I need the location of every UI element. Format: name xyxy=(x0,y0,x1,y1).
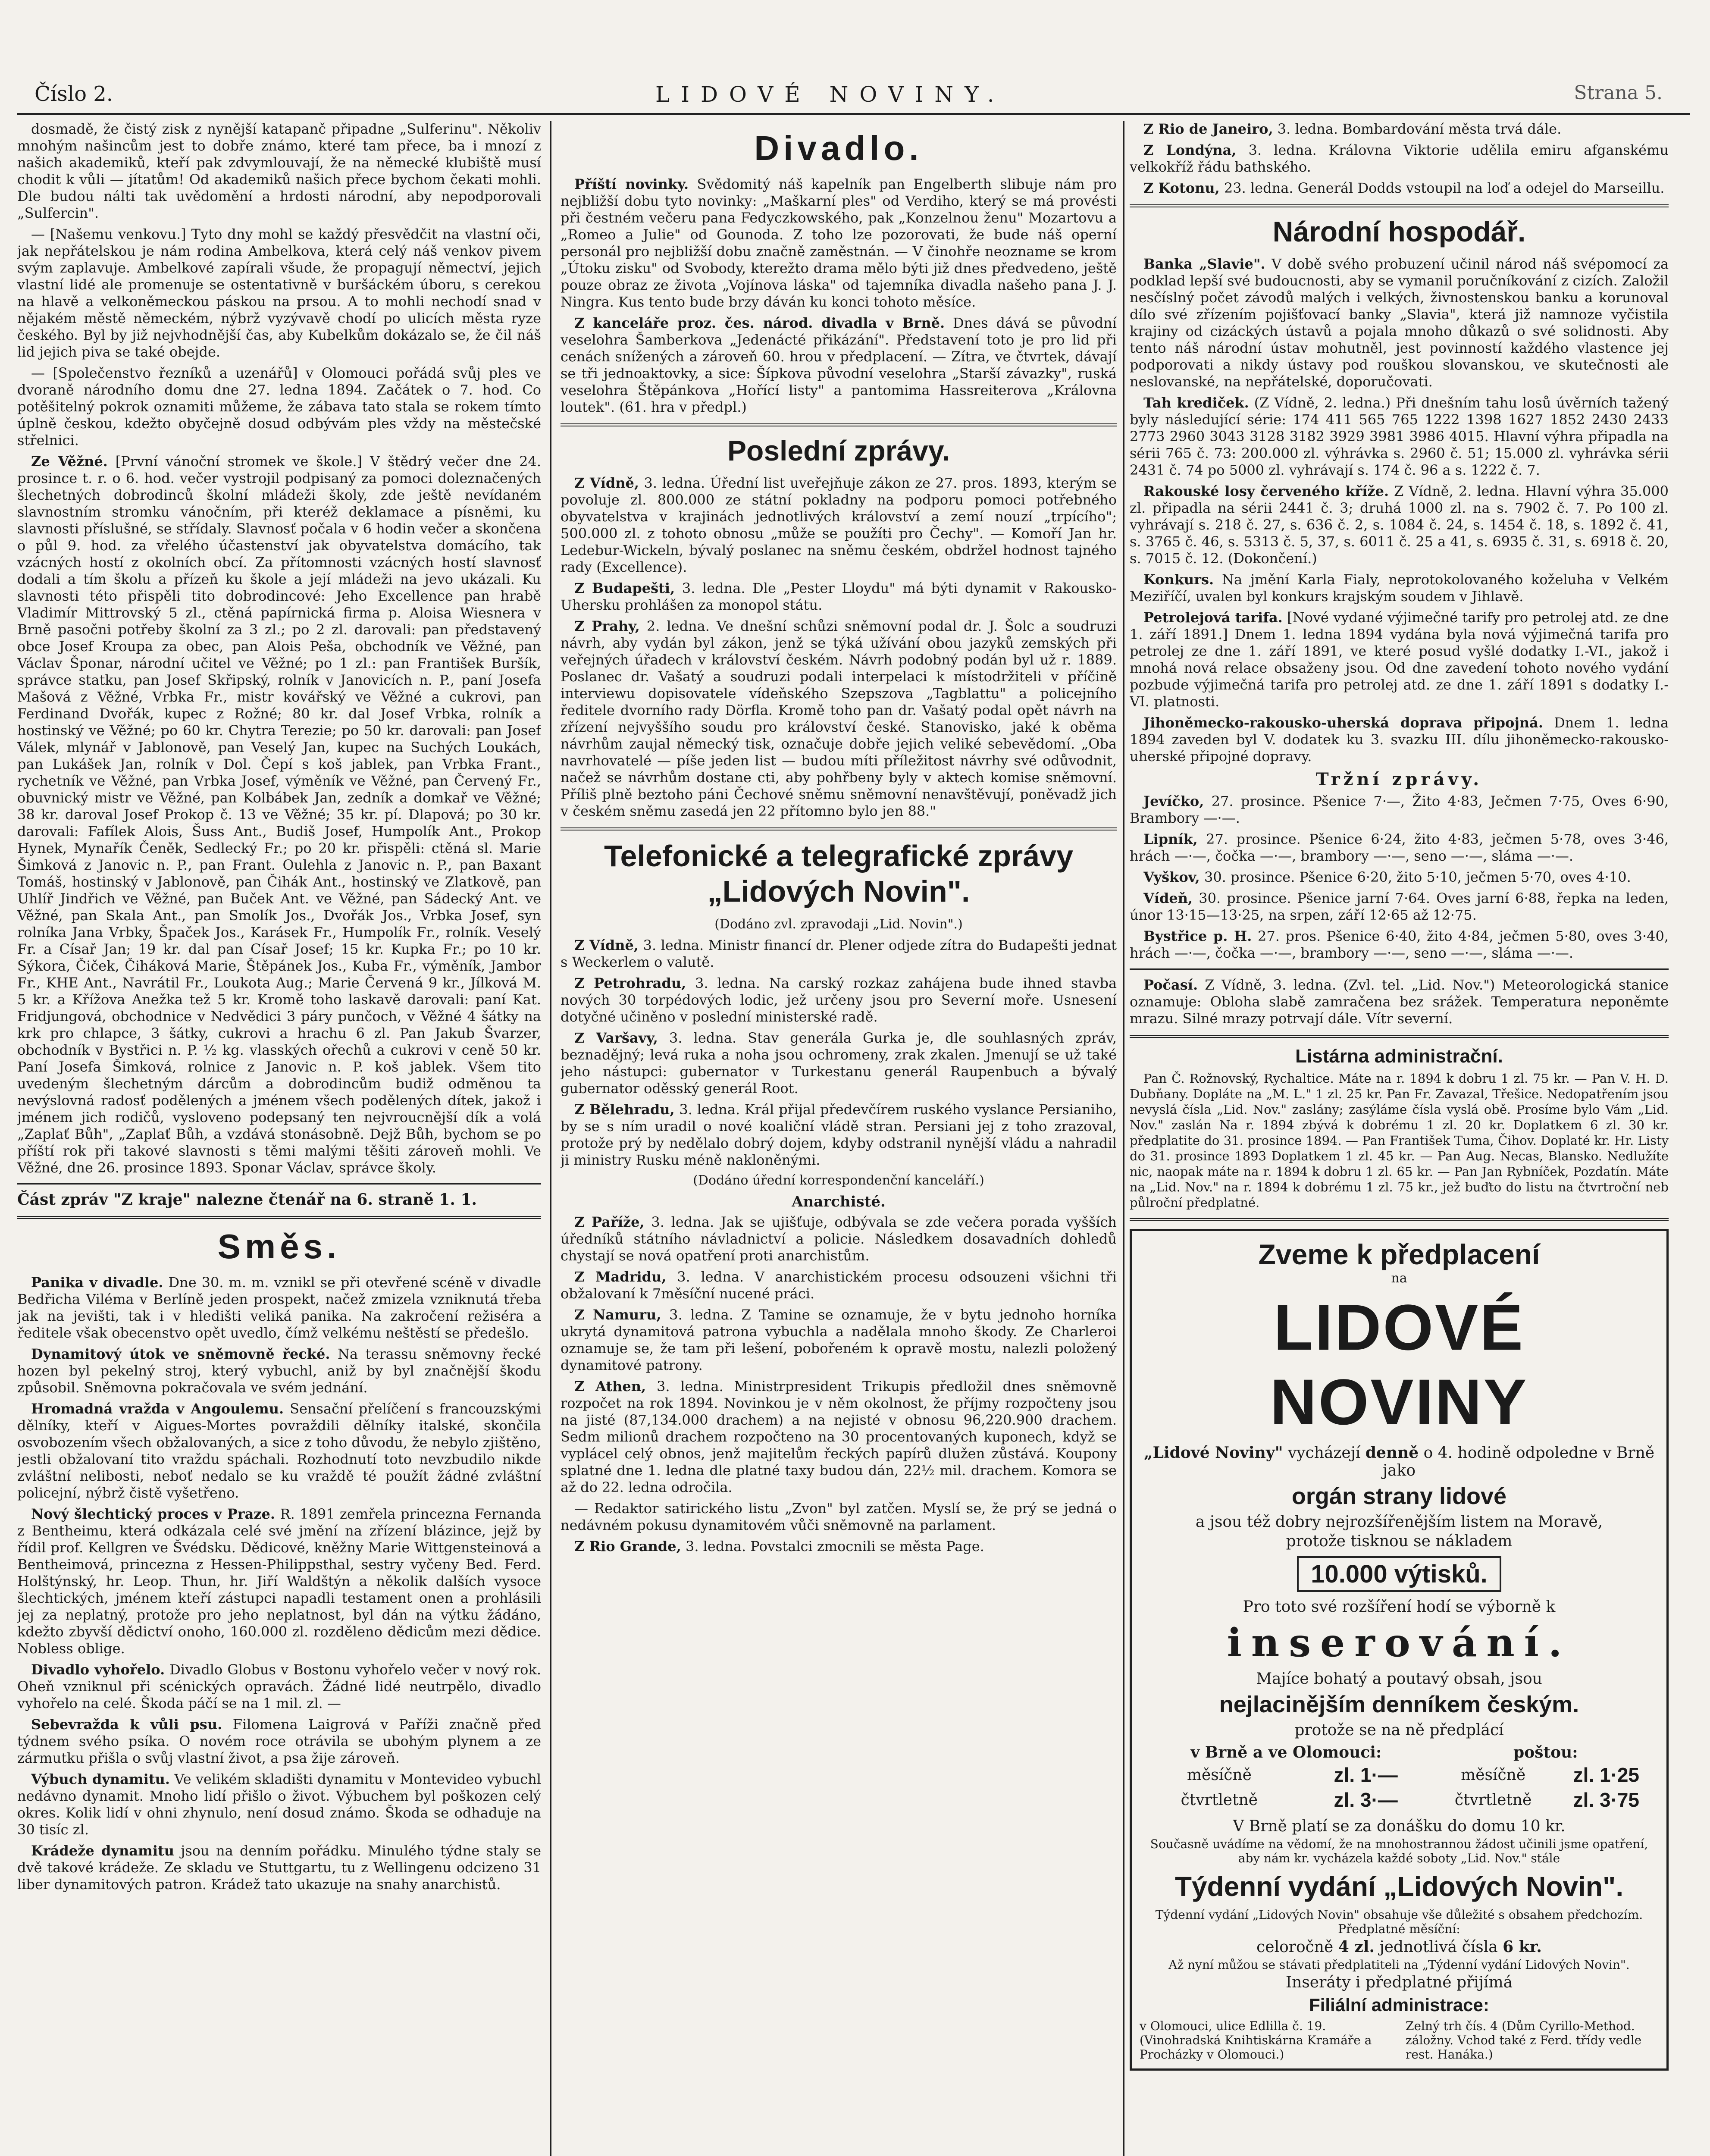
subscription-advertisement xyxy=(1130,1229,1669,2071)
ad-line-9: Týdenní vydání „Lidových Novin" obsahuje vše důležité s obsahem předchozím. Předplatné měsíční: xyxy=(1155,1908,1643,1936)
article-heading: Z Varšavy, xyxy=(574,1030,658,1046)
market-item xyxy=(1130,869,1669,886)
article-sulferin: dosmadě, že čistý zisk z nynější katapanč připadne „Sulferinu". Několiv mnohým našincům jest to dobře známo, které tam přece, ba i mnozí z našich akademiků, kteří pak zdvymlouvají, že na německé klubiště musí chodit k vůli — jítatům! Od akademiků našich přece bychom čekati mohli. Dle budou nálti tak uvědomění a hrdosti národní, aby nepodporovali „Sulfercin". xyxy=(17,121,541,221)
ad-title: Zveme k předplacení xyxy=(1258,1238,1540,1270)
anarch-list xyxy=(561,1214,1117,1555)
article-text: [Nové vydané výjimečné tarify pro petrolej atd. ze dne 1. září 1891.] Dnem 1. ledna 1894 vydána byla nová výjimečná tarifa pro petrolej ze dne 1. září 1891, ve které posud vyšlé dodatky I.-VI., jakož i mnohá nová relace obsaženy jsou. Od dne zavedení tohoto nového vydání pozbude výjimečná tarifa pro petrolej atd. ze dne 1. září 1891 s dodatky I.-VI. platnosti. xyxy=(1130,609,1669,710)
article-heading: Jevíčko, xyxy=(1143,793,1204,809)
article-heading: Z kanceláře proz. čes. národ. divadla v Brně. xyxy=(574,315,945,331)
article-heading: Z Vídně, xyxy=(574,475,639,491)
ad-line-3: protože tisknou se nákladem xyxy=(1286,1532,1513,1550)
section-title-trzni: Tržní zprávy. xyxy=(1315,769,1483,790)
ad-line10a: celoročně xyxy=(1256,1938,1334,1956)
article-divadlo-kancelar xyxy=(561,315,1117,416)
smes-list xyxy=(17,1274,541,1893)
article-heading: Z Petrohradu, xyxy=(574,975,686,991)
article-heading: Z Namuru, xyxy=(574,1307,661,1323)
posledni-item xyxy=(561,618,1117,820)
article-heading: Konkurs. xyxy=(1143,571,1214,588)
section-title-telefonicke: Telefonické a telegrafické zprávy „Lidových Novin". xyxy=(604,839,1074,908)
divider xyxy=(17,1183,541,1185)
article-heading: Divadlo vyhořelo. xyxy=(31,1661,165,1678)
ad-price-table xyxy=(1140,1742,1659,1812)
article-nasemu-venkovu: — [Našemu venkovu.] Tyto dny mohl se každý přesvědčit na vlastní oči, jak nepřátelskou je nám rodina Ambelkova, která celý náš venkov pivem svým zaplavuje. Ambelkové zapírali všude, že propagují němectví, jejich vlastní lidé ale promenuje se ostentativně v buršáckém úboru, s cerekou na hlavě a velkoněmeckou páskou na prsou. A to mohli nechodí snad v nějakém městě německém, nýbrž vyzývavě chodí po ulicích města ryze českého. Byl by již nejvhodnější čas, aby Kubelkům dokázalo se, že čil náš lid jejich piva se také obejde. xyxy=(17,226,541,360)
section-title-divadlo: Divadlo. xyxy=(754,129,923,167)
section-note-2: (Dodáno úřední korrespondenční kanceláří.) xyxy=(693,1173,984,1188)
article-banka-slavie xyxy=(1130,256,1669,390)
price-value: zl. 1·— xyxy=(1334,1764,1398,1786)
telegram-item xyxy=(561,937,1117,971)
article-heading: Rakouské losy červeného kříže. xyxy=(1143,483,1389,499)
ad-line1a: „Lidové Noviny" xyxy=(1143,1444,1283,1462)
tele-list xyxy=(561,937,1117,1169)
article-heading: Lipník, xyxy=(1143,831,1198,847)
article-heading: Z Vídně, xyxy=(574,937,639,953)
ad-line-1 xyxy=(1140,1444,1659,1479)
article-text: 3. ledna. Povstalci zmocnili se města Page. xyxy=(685,1538,984,1554)
column-right xyxy=(1130,121,1669,2156)
smes-item xyxy=(17,1716,541,1767)
article-heading: Jihoněmecko-rakousko-uherská doprava připojná. xyxy=(1143,714,1544,731)
article-text: 30. prosince. Pšenice 6·20, žito 5·10, ječmen 5·70, oves 4·10. xyxy=(1204,869,1631,885)
article-text: (Z Vídně, 2. ledna.) Při dnešním tahu losů úvěrních tažený byly následující série: 174 411 565 765 1222 1398 1627 1852 2430 2433 2773 2960 3043 3128 3182 3929 3981 3986 4015. Hlavní výhra připadla na sérii 765 č. 73: 200.000 zl. výhrávka s. 2960 č. 51; 15.000 zl. vyhrávka sérii 2431 č. 74 po 5000 zl. vyhrávají s. 174 č. 96 a s. 1222 č. 7. xyxy=(1130,395,1669,478)
ad-weekly: Týdenní vydání „Lidových Novin". xyxy=(1174,1871,1624,1902)
telegram-item xyxy=(561,975,1117,1025)
telegram-item xyxy=(561,1030,1117,1097)
price-row xyxy=(1140,1762,1659,1787)
article-text: 3. ledna. Dle „Pester Lloydu" má býti dynamit v Rakousko-Uhersku prohlášen za monopol státu. xyxy=(561,580,1117,613)
ad-addresses xyxy=(1140,2019,1659,2062)
article-heading: Z Prahy, xyxy=(574,618,640,634)
anarchist-item xyxy=(561,1500,1117,1534)
anarchist-item xyxy=(561,1214,1117,1264)
article-text: 3. ledna. Ministr financí dr. Plener odjede zítra do Budapešti jednat s Weckerlem o valutě. xyxy=(561,937,1117,970)
column-middle xyxy=(561,121,1117,2156)
posledni-item xyxy=(561,580,1117,614)
article-heading: Z Madridu, xyxy=(574,1269,667,1285)
column-left xyxy=(17,121,541,2156)
anarchist-item xyxy=(561,1538,1117,1555)
article-heading: Bystřice p. H. xyxy=(1143,928,1252,944)
smes-item xyxy=(17,1346,541,1396)
article-heading: Vyškov, xyxy=(1143,869,1200,885)
article-text: Dnem 1. ledna 1894 zaveden byl V. dodatek ku 3. svazku III. dílu jihoněmecko-rakousko-uherské připojné dopravy. xyxy=(1130,714,1669,765)
price-row xyxy=(1140,1787,1659,1812)
ad-inserovani: inserování. xyxy=(1227,1620,1572,1666)
article-heading: Banka „Slavie". xyxy=(1143,256,1265,272)
market-item xyxy=(1130,831,1669,865)
article-heading: Z Bělehradu, xyxy=(574,1101,675,1118)
trzni-list xyxy=(1130,793,1669,962)
article-vezna xyxy=(17,453,541,1176)
page-header xyxy=(0,65,1710,116)
article-text: 3. ledna. Na carský rozkaz zahájena bude ihned stavba nových 30 torpédových lodic, jež určeny jsou pro Severní moře. Usnesení dotyčné učiněno v poslední ministerské radě. xyxy=(561,975,1117,1025)
article-heading: Dynamitový útok ve sněmovně řecké. xyxy=(31,1346,330,1362)
article-petrolej-tarifa xyxy=(1130,609,1669,710)
article-spolecenstvo: — [Společenstvo řezníků a uzenářů] v Olomouci pořádá svůj ples ve dvoraně národního domu dne 27. ledna 1894. Začátek o 7. hod. Co potěšitelný pokrok oznamiti můžeme, že zábava tato stala se rokem tímto úplně českou, kdežto obyčejně dosud odbývám ples vždy na městečské střelnici. xyxy=(17,365,541,448)
article-pocasi xyxy=(1130,977,1669,1027)
article-text: Filomena Laigrová v Paříži značně před týdnem svého psíka. O novém roce otrávila se ubohým plynem a ze zármutku přišla o svůj vlastní život, a psa žije zároveň. xyxy=(17,1716,541,1766)
telegram-item xyxy=(1130,121,1669,138)
ad-brand: LIDOVÉ NOVINY xyxy=(1270,1291,1528,1438)
ad-line10d: 6 kr. xyxy=(1503,1938,1542,1956)
price-label: měsíčně xyxy=(1461,1766,1526,1784)
article-heading: Z Paříže, xyxy=(574,1214,645,1230)
article-tah-krediek xyxy=(1130,395,1669,479)
telegram-item xyxy=(1130,180,1669,197)
article-listarna: Pan Č. Rožnovský, Rychaltice. Máte na r. 1894 k dobru 1 zl. 75 kr. — Pan V. H. D. Dubňany. Dopláte na „M. L." 1 zl. 25 kr. Pan Fr. Zavazal, Třešice. Nedopatřením jsou nevyslá čísla „Lid. Nov." zaslány; zasýláme čísla vyslá obě. Prosíme bylo Vám „Lid. Nov." zaslán Na r. 1894 zbývá k dobrému 1 zl. 20 kr. Doplatkem 6 zl. 30 kr. předplatite do 31. prosince 1894. — Pan František Tuma, Čihov. Doplaté kr. Hr. Listy do 31. prosince 1893 Doplatkem 1 zl. 45 kr. — Pan Aug. Necas, Blansko. Nedlužíte nic, naopak máte na r. 1894 k dobru 1 zl. 65 kr. — Pan Jan Rybníček, Pozdatín. Máte na „Lid. Nov." na r. 1894 k dobrému 1 zl. 75 kr., jež buďto do listu na čtvrtroční neb půlroční předplatné. xyxy=(1130,1071,1669,1210)
ad-organ: orgán strany lidové xyxy=(1291,1483,1507,1509)
ad-line1c: denně xyxy=(1365,1444,1419,1462)
divider xyxy=(1130,968,1669,970)
article-text: Divadlo Globus v Bostonu vyhořelo večer v nový rok. Oheň vzniknul při scénických opravách. Žádné lidé neutrpělo, divadlo vyhořelo na celé. Škoda páčí se na 1 mil. zl. — xyxy=(17,1661,541,1711)
article-text: 27. prosince. Pšenice 6·24, žito 4·83, ječmen 5·78, oves 3·46, hrách —·—, čočka —·—, brambory —·—, seno —·—, sláma —·—. xyxy=(1130,831,1669,864)
price-label: měsíčně xyxy=(1187,1766,1252,1784)
smes-item xyxy=(17,1661,541,1712)
section-title-posledni: Poslední zprávy. xyxy=(727,435,950,467)
section-title-narodni-hospodar: Národní hospodář. xyxy=(1272,216,1526,248)
article-text: 3. ledna. Královna Viktorie udělila emiru afganskému velkokříž řádu bathského. xyxy=(1130,142,1669,175)
smes-item xyxy=(17,1771,541,1838)
article-text: 27. pros. Pšenice 6·40, žito 4·84, ječmen 5·80, oves 3·40, hrách —·—, čočka —·—, brambory —·—, seno —·—, sláma —·—. xyxy=(1130,928,1669,961)
article-text: Svědomitý náš kapelník pan Engelberth slibuje nám pro nejbližší dobu tyto novinky: „Maškarní ples" od Verdiho, který se má provésti při čestném večeru pana Fedyczkowského, pak „Konzelnou ženu" Mozartovu a „Romeo a Julie" od Gounoda. Z toho lze pozorovati, že bude náš operní personál pro nejbližší dobu značně zaměstnán. — V činohře neozname se krom „Útoku zisku" od Svobody, kterežto drama mělo býti již dnes předvedeno, ještě pouze obraz ze života „Vojínova láska" od tajemníka divadla našeho pana J. J. Ningra. Kus tento bude brzy dáván ku konci tohoto měsíce. xyxy=(561,176,1117,310)
divider xyxy=(561,423,1117,426)
article-heading: Z Kotonu, xyxy=(1143,180,1220,196)
ad-copies: 10.000 výtisků. xyxy=(1297,1556,1501,1592)
article-text: 30. prosince. Pšenice jarní 7·64. Oves jarní 6·88, řepka na leden, únor 13·15—13·25, na srpen, září 12·65 až 12·75. xyxy=(1130,890,1669,923)
article-text: — Redaktor satirického listu „Zvon" byl zatčen. Myslí se, že prý se jedná o nedávném pokusu dynamitovém vůči sněmovně na parlament. xyxy=(561,1500,1117,1533)
article-text: 3. ledna. V anarchistickém procesu odsouzeni všichni tři obžalovaní k 7měsíční nucené práci. xyxy=(561,1269,1117,1302)
article-text: Na terassu sněmovny řecké hozen byl pekelný stroj, který vybuchl, aniž by byl značnější škodu způsobil. Sněmovna pokračovala ve svém jednání. xyxy=(17,1346,541,1396)
article-rakouske-losy xyxy=(1130,483,1669,567)
article-heading: Panika v divadle. xyxy=(31,1274,163,1291)
section-title-anarchiste: Anarchisté. xyxy=(792,1193,886,1210)
article-text: 27. prosince. Pšenice 7·—, Žito 4·83, Ječmen 7·75, Oves 6·90, Brambory —·—. xyxy=(1130,793,1669,826)
article-text: Dnes dává se původní veselohra Šamberkova „Jedenácté přikázání". Představení toto je pro lid při cenách snížených a zároveň 60. hrou v předplacení. — Zítra, ve čtvrtek, dávají se tři jednoaktovky, a sice: Šípkova původní veselohra „Starší závazky", ruská veselohra Štěpánkova „Hořící listy" a pantomima Hassreiterova „Královna loutek". (61. hra v předpl.) xyxy=(561,315,1117,415)
article-text: 3. ledna. Ministrpresident Trikupis předložil dnes sněmovně rozpočet na rok 1894. Novinkou je v něm okolnost, že příjmy rozpočteny jsou na jisté (87,134.000 drachem) a na nejisté v obnosu 96,220.900 drachem. Sedm milionů drachem rozpočteno na 30 procentovaných kuponech, když se vyplácel celý obnos, jenž majitelům řeckých papírů dlužen zůstává. Koupony splatné dne 1. ledna dle platné taxy budou dán, 22½ mil. drachem. Komora se až do 22. ledna odročila. xyxy=(561,1378,1117,1495)
notice-z-kraje: Část zpráv "Z kraje" nalezne čtenář na 6. straně 1. 1. xyxy=(17,1191,477,1209)
article-heading: Příští novinky. xyxy=(574,176,689,192)
article-heading: Petrolejová tarifa. xyxy=(1143,609,1283,626)
ad-cheapest: nejlacinějším denníkem českým. xyxy=(1219,1692,1579,1717)
ad-address-right: Zelný trh čís. 4 (Dům Cyrillo-Method. záložny. Vchod také z Ferd. třídy vedle rest. Hanáka.) xyxy=(1406,2019,1642,2062)
section-title-listarna: Listárna administrační. xyxy=(1295,1046,1503,1067)
divider xyxy=(1130,1218,1669,1221)
posledni-item xyxy=(561,475,1117,576)
page-number: Strana 5. xyxy=(1574,82,1663,104)
article-text: R. 1891 zemřela princezna Fernanda z Bentheimu, která odkázala celé své jmění na zřízení blázince, jejž by řídil prof. Kellgren ve Švédsku. Dědicové, kněžny Marie Wittgensteinová a Bentheimová, princezna z Hessen-Philippsthal, sestry vyčeny Bed. Ferd. Holštýnský, hr. Leop. Thun, hr. Jiří Waldštýn a několik dalších vysoce šlechtických, jménem kteří zástupci napadli testament onen a prohlásili jej za neplatný, protože pro jeho neplatnost, byl dán na výtku žádáno, kdežto zbyvší dědictví onoho, 160.000 zl. rozděleno dědicům mezi dědice. Nobless oblige. xyxy=(17,1506,541,1657)
section-title-smes: Směs. xyxy=(217,1227,341,1266)
divider xyxy=(1130,204,1669,207)
ad-th-right: poštou: xyxy=(1513,1743,1578,1761)
article-heading: Z Rio de Janeiro, xyxy=(1143,121,1273,137)
article-text: Dne 30. m. m. vznikl se při otevřené scéně v divadle Bedřicha Viléma v Berlíně jeden prospekt, načež zmizela vzniknutá třeba jak na jevišti, tak i v hledišti veliká panika. Na zakročení režiséra a ředitele však obecenstvo opět uvedlo, čímž velkému neštěstí se předešlo. xyxy=(17,1274,541,1341)
ad-line-10 xyxy=(1140,1938,1659,1956)
market-item xyxy=(1130,928,1669,962)
article-heading: Počasí. xyxy=(1143,977,1198,993)
ad-line-8: Současně uvádíme na vědomí, že na mnohostrannou žádost učinili jsme opatření, aby nám kr. vycházela každé soboty „Lid. Nov." stále xyxy=(1150,1837,1648,1865)
ad-line-2: a jsou též dobry nejrozšířenějším listem na Moravě, xyxy=(1195,1513,1603,1531)
smes-item xyxy=(17,1274,541,1341)
header-rule xyxy=(17,113,1690,115)
article-text: Z Vídně, 2. ledna. Hlavní výhra 35.000 zl. připadla na sérii 2441 č. 3; druhá 1000 zl. na s. 7902 č. 7. Po 100 zl. vyhrávají s. 218 č. 27, s. 636 č. 2, s. 1084 č. 24, s. 1454 č. 18, s. 1892 č. 41, s. 3765 č. 46, s. 5313 č. 5, 37, s. 6011 č. 25 a 41, s. 6935 č. 31, s. 6918 č. 20, s. 7015 č. 12. (Dokončení.) xyxy=(1130,483,1669,567)
issue-number: Číslo 2. xyxy=(34,82,113,106)
ad-line10b: 4 zl. xyxy=(1338,1938,1375,1956)
article-text: 3. ledna. Jak se ujišťuje, odbývala se zde večera porada vyšších úředníků státního návladnictví a policie. Následkem dosavadních dohledů chystají se nová opatření proti anarchistům. xyxy=(561,1214,1117,1264)
price-value: zl. 3·— xyxy=(1334,1789,1398,1811)
article-doprava xyxy=(1130,714,1669,765)
article-text: Ve velikém skladišti dynamitu v Montevideo vybuchl nedávno dynamit. Mnoho lidí přišlo o život. Výbuchem byl poškozen celý okres. Kolik lidí v ohni zhynulo, není dosud známo. Škoda se odhaduje na 30 tisíc zl. xyxy=(17,1771,541,1838)
article-heading: Z Londýna, xyxy=(1143,142,1237,158)
article-heading: Z Rio Grande, xyxy=(574,1538,681,1554)
article-text: 3. ledna. Král přijal předevčírem ruského vyslance Persianiho, by se s ním uradil o nové koaliční vládě stran. Persiani jej z toho zrazoval, protože prý by nedělalo dobrý dojem, kdyby odstranil nynější vládu a nahradil ji ministry Rusku méně nakloněnými. xyxy=(561,1101,1117,1168)
anarchist-item xyxy=(561,1307,1117,1374)
price-label: čtvrtletně xyxy=(1181,1791,1258,1809)
ad-th-left: v Brně a ve Olomouci: xyxy=(1190,1743,1382,1761)
divider xyxy=(17,1216,541,1219)
market-item xyxy=(1130,793,1669,827)
ad-line-12: Inseráty i předplatné přijímá xyxy=(1285,1974,1513,1991)
article-heading: Nový šlechtický proces v Praze. xyxy=(31,1506,276,1522)
ad-address-left: v Olomouci, ulice Edlilla č. 19. (Vinohradská Knihtiskárna Kramáře a Procházky v Olomouci.) xyxy=(1140,2019,1372,2062)
price-label: čtvrtletně xyxy=(1454,1791,1532,1809)
anarchist-item xyxy=(561,1378,1117,1496)
ad-line10c: jednotlivá čísla xyxy=(1379,1938,1498,1956)
column-divider-2 xyxy=(1123,121,1124,2156)
ad-line-6: protože se na ně předplácí xyxy=(1294,1721,1504,1739)
article-heading: Tah krediček. xyxy=(1143,395,1249,411)
divider xyxy=(1130,1035,1669,1038)
article-text: [První vánoční stromek ve škole.] V štědrý večer dne 24. prosince t. r. o 6. hod. večer vystrojil podpisaný za pomoci doleznačených šlechetných dobrodinců školní mládeži školy, zde ještě nevídaném slavnostním stromku vánočním, při kteréž deklamace a písněmi, ku slavnosti příslušné, se střídaly. Slavnosť počala v 6 hodin večer a skončena o půl 9. hod. za vřelého účastenství jak obyvatelstva domácího, tak vzácných hostí z okolních obcí. Za přítomnosti vzácných hostí slavnosť dodali a tím školu a přízeň ku škole a její mládeži na jevo ukázali. Ku slavnosti této přispěli tito dobrodincové: Jeho Excellence pan hrabě Vladimír Mittrovský 5 zl., ctěná papírnická firma p. Aloisa Wiesnera v Brně pasočni potřeby školní za 3 zl.; po 2 zl. darovali: pan představený obce Josef Kroupa za obec, pan Alois Peša, obchodník ve Věžné, pan Václav Šponar, národní učitel ve Věžné; po 1 zl.: pan František Buršík, správce statku, pan Josef Skřipský, rolník v Janovicích n. P., paní Josefa Mašová z Věžné, Vrbka Fr., mistr kovářský ve Věžné a cukrovi, pan Ferdinand Dvořák, kupec z Rožné; 80 kr. dal Josef Vrbka, rolník a hostinský ve Věžné; po 60 kr. Chytra Terezie; po 50 kr. darovali: pan Josef Válek, mlynář v Jablonově, pan Veselý Jan, kupec na Suchých Loukách, pan Lukášek Jan, rolník v Dol. Čepí s koš jablek, pan Vrbka Frant., rychetník ve Věžné, pan Vrbka Josef, výměník ve Věžné, pan Červený Fr., obuvnický mistr ve Věžné, pan Kolbábek Jan, zedník a domkař ve Věžné; 38 kr. daroval Josef Prokop č. 13 ve Věžné; 35 kr. pí. Dlapová; po 30 kr. darovali: Fafílek Alois, Šuss Ant., Budiš Josef, Humpolík Ant., Prokop Hynek, Mynařík Čeněk, Sedlecký Fr.; po 20 kr. přispěli: ctěná sl. Marie Šimková z Janovic n. P., pan Frant. Oulehla z Janovic n. P., pan Baxant Tomáš, hostinský v Jablonově, pan Čihák Ant., hostinský ve Zlatkově, pan Uhlíř Jindřich ve Věžné, pan Buček Ant. ve Věžné, pan Sádecký Ant. ve Věžné, pan Skala Ant., pan Smolík Jos., Dvořák Jos., Vrbka Josef, syn rolníka Jana Vrbky, Špaček Jos., Karásek Fr., Humpolík Fr., rolník. Veselý Fr. a Císař Jan; 19 kr. dal pan Císař Josef; 15 kr. Kupka Fr.; po 10 kr. Sýkora, Čiček, Čiháková Marie, Štěpánek Jos., Kuba Fr., výměník, Jambor Fr., KHE Ant., Navrátil Fr., Loukota Aug.; Marie Červená 9 kr., Jílková M. 5 kr. a Křížova Anežka tež 5 kr. Kromě toho laskavě darovali: paní Kat. Fridjungová, obchodnice v Nedvědici 3 páry punčoch, v Věžné 4 šátky na krk pro chlapce, 3 šátky, cukrovi a hrachu 6 zl. Pan Jakub Švarzer, obchodník v Bystřici n. P. ½ kg. vlasských ořechů a cukrovi v ceně 50 kr. Paní Josefa Šimková, rolnice z Janovic n. P. koš jablek. Všem tito uvedeným šlechetným dárcům a dobrodincům budiž odměnou ta nevýslovná radosť podělených a jménem všech podělených dítek, jakož i jménem jich rodičů, vysloveno podepsaný ten nejvroucnější dík a volá „Zaplať Bůh", „Zaplať Bůh, a vzdává stonásobně. Dejž Bůh, bychom se po příští rok při takové slavnosti s těmi malými těšiti zároveň mohli. Ve Věžné, dne 26. prosince 1893. Sponar Václav, správce školy. xyxy=(17,453,541,1176)
article-text: 3. ledna. Z Tamine se oznamuje, že v bytu jednoho horníka ukrytá dynamitová patrona vybuchla a nadělala mnoho škody. Ze Charleroi oznamuje se, že tam při lešení, pobořeném k opravě mostu, nalezli položený dynamitové patrony. xyxy=(561,1307,1117,1373)
telegram-item xyxy=(1130,142,1669,175)
smes-item xyxy=(17,1401,541,1501)
article-text: 23. ledna. Generál Dodds vstoupil na loď a odejel do Marseillu. xyxy=(1224,180,1665,196)
ad-subtitle: na xyxy=(1391,1271,1407,1286)
anarchist-item xyxy=(561,1269,1117,1302)
telegram-item xyxy=(561,1101,1117,1169)
article-text: 3. ledna. Stav generála Gurka je, dle souhlasných zpráv, beznadějný; levá ruka a noha jsou ochromeny, zrak zkalen. Jmenují se už také jeho nástupci: gubernator v Turkestanu generál Raupenbuch a bývalý gubernator oděsský generál Root. xyxy=(561,1030,1117,1097)
ad-filiale: Filiální administrace: xyxy=(1309,1995,1489,2015)
posledni-list xyxy=(561,475,1117,820)
article-text: V době svého probuzení učinil národ náš svépomocí za podklad lepší své budoucnosti, aby se vymanil poručníkování z cizích. Založil nesčíslný počet závodů malých i velkých, živnostenskou banku a korunoval dílo své zřízením pojišťovací banky „Slavia", která již namnoze vyčistila krajiny od cizáckých ústavů a pojala mnoho důkazů o své solidnosti. Aby tento náš národní ústav mohutněl, jest povinností každého vlastence jej podporovati a nikdy ústavy pod rouškou slovanskou, ve skutečnosti ale neslovanské, na nepřátelské, doporučovati. xyxy=(1130,256,1669,390)
section-note: (Dodáno zvl. zpravodaji „Lid. Novin".) xyxy=(714,917,963,932)
masthead: LIDOVÉ NOVINY. xyxy=(655,82,1005,107)
telegram-continued-list xyxy=(1130,121,1669,197)
article-heading: Vídeň, xyxy=(1143,890,1193,906)
divider xyxy=(561,827,1117,830)
ad-line-4: Pro toto své rozšíření hodí se výborně k xyxy=(1243,1598,1556,1616)
article-text: Z Vídně, 3. ledna. (Zvl. tel. „Lid. Nov.") Meteorologická stanice oznamuje: Obloha slabě zamračena bez srážek. Temperatura neponěmte mrazu. Silné mrazy potrvají dále. Vítr severní. xyxy=(1130,977,1669,1027)
ad-line1b: vycházejí xyxy=(1287,1444,1361,1462)
price-value: zl. 1·25 xyxy=(1573,1764,1640,1786)
market-item xyxy=(1130,890,1669,924)
article-text: 2. ledna. Ve dnešní schůzi sněmovní podal dr. J. Šolc a soudruzi návrh, aby vydán byl zákon, jenž se týká užívání obou jazyků zemských při veřejných úřadech v království českém. Návrh podobný podán byl už r. 1889. Poslanec dr. Vašatý a soudruzi podali interpelaci k místodržiteli v příčině interviewu dopisovatele vídeňského Szepszova „Tagblattu" a policejního ředitele dvorního rady Dörfla. Kromě toho pan dr. Vašatý podal opět návrh na zřízení nejvyššího soudu pro království české. Stanovisko, jaké k oběma návrhům zaujal německý tisk, označuje dobře jejich veliké sebevědomí. „Oba navrhovatelé — píše jeden list — budou míti příležitost návrhy své odůvodnit, načež se návrhům dostane cti, aby pohřbeny byly v aktech komise sněmovní. Příliš plně beztoho páni Čechové sněmu sněmovní nenavštěvují, poněvadž jich v českém sněmu zasedá jen 22 přítomno bylo jen 88." xyxy=(561,618,1117,819)
article-divadlo-novinky xyxy=(561,176,1117,310)
article-text: jsou na denním pořádku. Minulého týdne staly se dvě takové krádeže. Ze skladu ve Stuttgartu, tu z Wellingenu odcizeno 31 liber dynamitových patron. Krádež tato ukazuje na snahy anarchistů. xyxy=(17,1843,541,1893)
article-heading: Hromadná vražda v Angoulemu. xyxy=(31,1401,284,1417)
ad-line-11: Až nyní můžou se stávati předplatiteli na „Týdenní vydání Lidových Novin". xyxy=(1168,1958,1630,1972)
article-text: 3. ledna. Úřední list uveřejňuje zákon ze 27. pros. 1893, kterým se povoluje zl. 800.000 ze státní pokladny na podporu pomoci potřebného obyvatelstva v krajinách jednotlivých království a zemí nouzí „trpícího"; 500.000 zl. z tohoto obnosu „může se použíti pro Čechy". — Komoří Jan hr. Ledebur-Wickeln, bývalý poslanec na sněmu českém, obdržel hodnost tajného rady (Excellence). xyxy=(561,475,1117,575)
article-heading: Z Budapešti, xyxy=(574,580,675,596)
article-heading: Krádeže dynamitu xyxy=(31,1843,175,1859)
article-heading: Ze Věžné. xyxy=(31,453,108,470)
article-konkurs xyxy=(1130,571,1669,605)
column-divider-1 xyxy=(550,121,551,2156)
article-text: 3. ledna. Bombardování města trvá dále. xyxy=(1277,121,1562,137)
article-heading: Výbuch dynamitu. xyxy=(31,1771,170,1787)
article-heading: Sebevražda k vůli psu. xyxy=(31,1716,222,1733)
ad-line-5: Majíce bohatý a poutavý obsah, jsou xyxy=(1256,1670,1542,1688)
price-value: zl. 3·75 xyxy=(1573,1789,1640,1811)
smes-item xyxy=(17,1506,541,1657)
smes-item xyxy=(17,1843,541,1893)
ad-line1d: o 4. hodině odpoledne v Brně jako xyxy=(1382,1444,1655,1479)
article-text: Na jmění Karla Fialy, neprotokolovaného koželuha v Velkém Meziříčí, uvalen byl konkurs krajským soudem v Jihlavě. xyxy=(1130,571,1669,605)
article-text: Sensační přelíčení s francouzskými dělníky, kteří v Aigues-Mortes povraždili dělníky italské, skončila osvobozením všech obžalovaných, a sice z toho důvodu, že nebylo zjištěno, jestli obžalovaní tito vraždu spáchali. Rozhodnutí toto nevzbudilo nikde zvláštní nelibosti, neboť nedalo se ku vraždě té použít žádné zvláštní policejní, nýbrž čistě vyšetřeno. xyxy=(17,1401,541,1501)
ad-line-7: V Brně platí se za donášku do domu 10 kr. xyxy=(1233,1818,1566,1835)
article-heading: Z Athen, xyxy=(574,1378,646,1395)
